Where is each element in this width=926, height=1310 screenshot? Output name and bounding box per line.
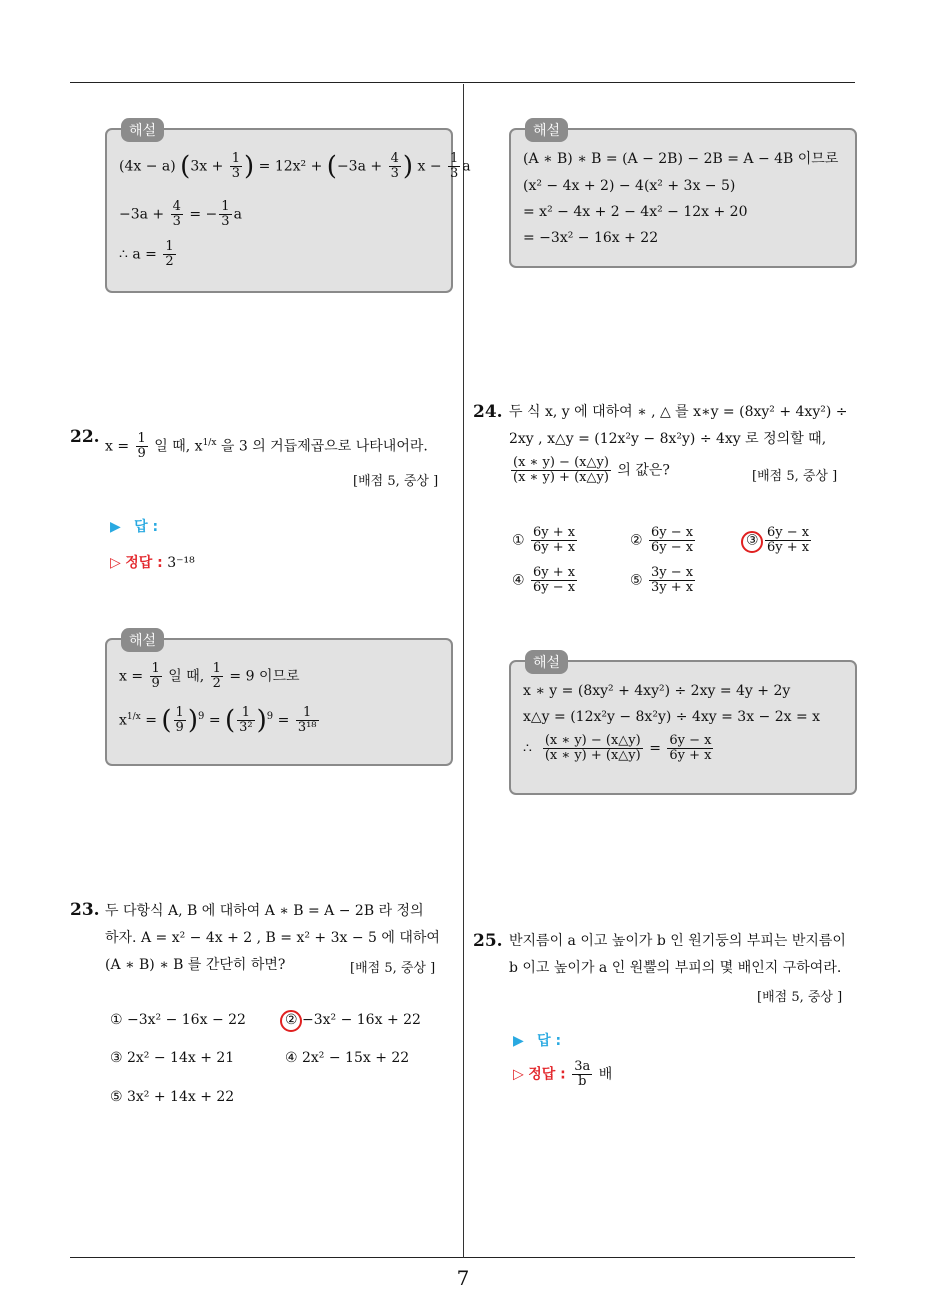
explanation-box-21 xyxy=(105,123,471,293)
triangle-outline-icon: ▷ xyxy=(110,555,121,571)
question-24-line-3: $\frac{(x ∗ y) - (x\triangle y)}{(x ∗ y) + (x\triangle y)}$ 의 값은? xyxy=(513,455,670,485)
triangle-outline-icon: ▷ xyxy=(513,1066,524,1083)
choice-23-4[interactable]: ④ 2x² − 15x + 22 xyxy=(285,1050,410,1066)
exp23-line-1: (A ∗ B) ∗ B = (A − 2B) − 2B = A − 4B 이므로 xyxy=(523,151,839,167)
question-24-line-1: 두 식 x, y 에 대하여 ∗ , △ 를 x∗y = (8xy² + 4xy²) ÷ xyxy=(509,404,848,420)
explanation-label: 해설 xyxy=(525,650,568,674)
question-24-line-2: 2xy , x△y = (12x²y − 8x²y) ÷ 4xy 로 정의할 때, xyxy=(509,431,827,447)
choice-24-4[interactable]: ④ $\frac{6y + x}{6y - x}$ xyxy=(512,565,576,595)
question-number-25: 25. xyxy=(473,931,503,951)
exp24-line-3: ∴ $\frac{(x ∗ y) - (x\triangle y)}{(x ∗ y) + (x\triangle y)}$ = $\frac{6y - x}{6y + x}$ xyxy=(523,733,712,763)
question-number-24: 24. xyxy=(473,402,503,422)
correct-answer-row-22: ▷ 정답 : 3⁻¹⁸ xyxy=(110,555,195,571)
play-icon: ▶ xyxy=(110,519,121,535)
question-23-line-3: (A ∗ B) ∗ B 를 간단히 하면? xyxy=(105,957,286,973)
exp23-line-4: = −3x² − 16x + 22 xyxy=(523,230,659,246)
explanation-label: 해설 xyxy=(121,628,164,652)
question-25-meta: [배점 5, 중상 ] xyxy=(757,990,843,1005)
exp22-line-1: x = $\frac{1}{9}$ 일 때, $\frac{1}{2}$ = 9 이므로 xyxy=(119,661,300,691)
question-23-meta: [배점 5, 중상 ] xyxy=(350,961,436,976)
choice-24-3[interactable]: ③ $\frac{6y - x}{6y + x}$ xyxy=(746,525,810,555)
answer-row-25: ▶ 답 : xyxy=(513,1033,562,1049)
explanation-box-23 xyxy=(509,123,857,268)
correct-answer-row-25: ▷ 정답 : $\frac{3a}{b}$ 배 xyxy=(513,1059,613,1089)
choice-23-3[interactable]: ③ 2x² − 14x + 21 xyxy=(110,1050,235,1066)
question-23-line-1: 두 다항식 A, B 에 대하여 A ∗ B = A − 2B 라 정의 xyxy=(105,903,424,919)
top-rule xyxy=(70,82,855,83)
page-number: 7 xyxy=(456,1266,470,1290)
explanation-box-22 xyxy=(105,633,453,766)
exp23-line-2: (x² − 4x + 2) − 4(x² + 3x − 5) xyxy=(523,178,736,194)
exp24-line-1: x ∗ y = (8xy² + 4xy²) ÷ 2xy = 4y + 2y xyxy=(523,683,791,699)
choice-24-5[interactable]: ⑤ $\frac{3y - x}{3y + x}$ xyxy=(630,565,694,595)
exp23-line-3: = x² − 4x + 2 − 4x² − 12x + 20 xyxy=(523,204,748,220)
question-number-22: 22. xyxy=(70,427,100,447)
exp24-line-2: x△y = (12x²y − 8x²y) ÷ 4xy = 3x − 2x = x xyxy=(523,709,821,725)
choice-24-1[interactable]: ① $\frac{6y + x}{6y + x}$ xyxy=(512,525,576,555)
explanation-label: 해설 xyxy=(525,118,568,142)
question-23-line-2: 하자. A = x² − 4x + 2 , B = x² + 3x − 5 에 대하여 xyxy=(105,930,440,946)
exp22-line-2: $x^{1/x}$ = ( $\frac{1}{9}$ )$^9$ = ( $\frac{1}{\text{3²}}$ )$^9$ = $\frac{1}{\text{3¹⁸}}$ xyxy=(119,705,317,736)
choice-24-2[interactable]: ② $\frac{6y - x}{6y - x}$ xyxy=(630,525,694,555)
exp21-line-2: −3a + $\frac{4}{3}$ = − $\frac{1}{3}$ a xyxy=(119,199,242,229)
question-25-line-1: 반지름이 a 이고 높이가 b 인 원기둥의 부피는 반지름이 xyxy=(509,933,846,949)
question-number-23: 23. xyxy=(70,900,100,920)
answer-row-22: ▶ 답 : xyxy=(110,519,159,535)
explanation-box-24 xyxy=(509,655,857,795)
explanation-label: 해설 xyxy=(121,118,164,142)
exp21-line-3: ∴ a = $\frac{1}{2}$ xyxy=(119,239,174,269)
question-22-text: x = $\frac{1}{9}$ 일 때, $x^{1/x}$ 을 3 의 거듭제곱으로 나타내어라. xyxy=(105,431,428,462)
choice-23-2[interactable]: ② −3x² − 16x + 22 xyxy=(285,1012,421,1028)
question-24-meta: [배점 5, 중상 ] xyxy=(752,469,838,484)
choice-23-1[interactable]: ① −3x² − 16x − 22 xyxy=(110,1012,246,1028)
play-icon: ▶ xyxy=(513,1033,524,1049)
question-22-meta: [배점 5, 중상 ] xyxy=(353,474,439,489)
choice-23-5[interactable]: ⑤ 3x² + 14x + 22 xyxy=(110,1089,235,1105)
exp21-line-1: (4x − a) (3x + $\frac{1}{3}$ ) = 12x² + (−3a + $\frac{4}{3}$ ) x − $\frac{1}{3}$ a xyxy=(119,151,471,182)
question-25-line-2: b 이고 높이가 a 인 원뿔의 부피의 몇 배인지 구하여라. xyxy=(509,960,842,976)
column-divider xyxy=(463,84,464,1258)
